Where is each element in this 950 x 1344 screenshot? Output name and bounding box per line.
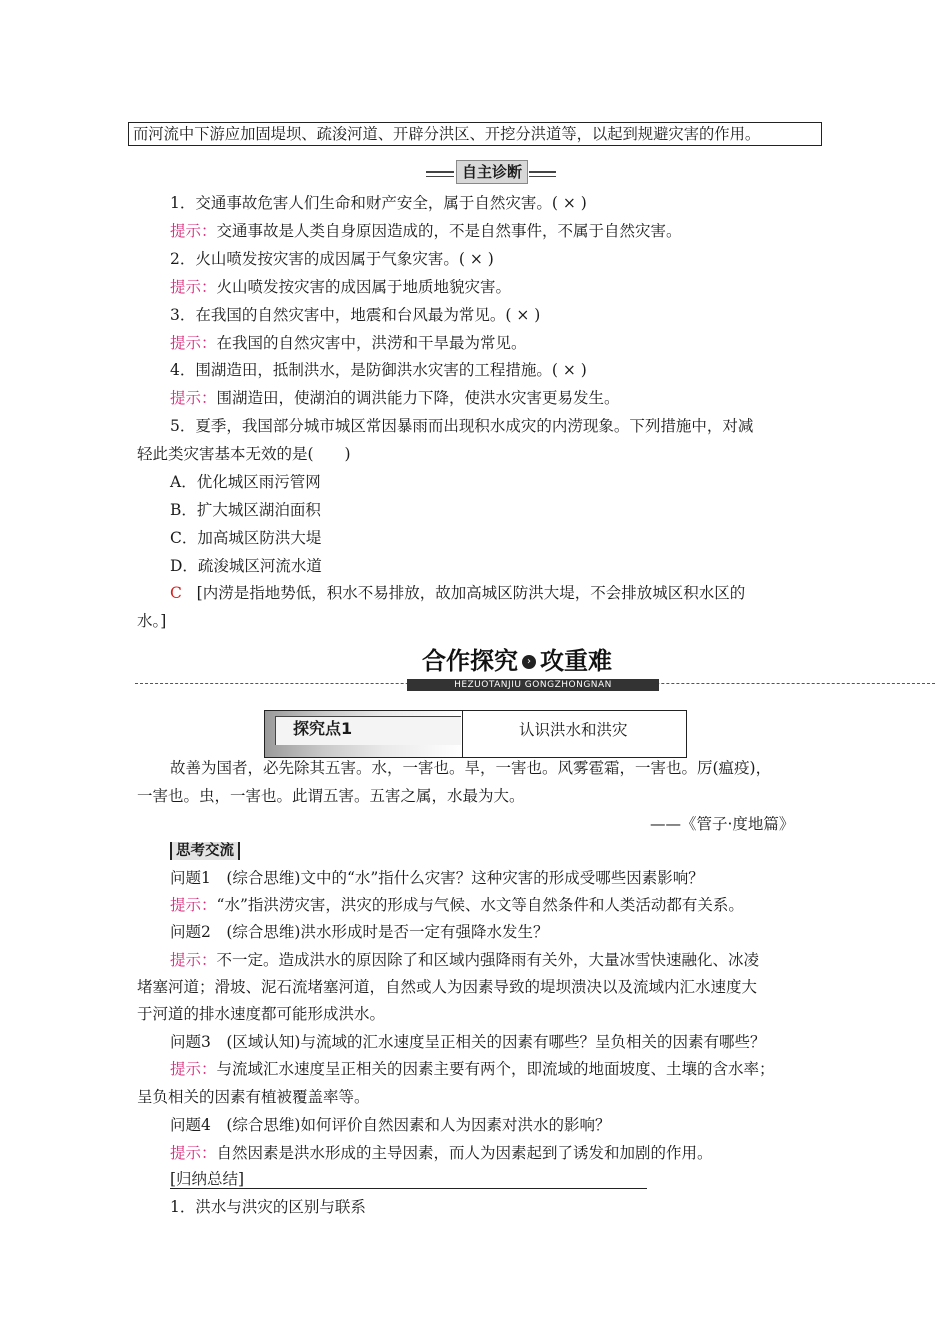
discussion-hint-4 [170, 1143, 713, 1163]
self-check-title: 自主诊断 [456, 160, 528, 184]
hint-label: 提示： [170, 951, 217, 969]
hint-text: 围湖造田，使湖泊的调洪能力下降，使洪水灾害更易发生。 [216, 389, 620, 407]
discussion-q2: 问题2 (综合思维)洪水形成时是否一定有强降水发生？ [170, 923, 549, 941]
q5-answer-line [170, 583, 745, 603]
answer-letter: C [170, 584, 182, 602]
hint-label: 提示： [170, 278, 217, 296]
quote-line2: 一害也。虫，一害也。此谓五害。五害之属，水最为大。 [137, 787, 525, 805]
topic-title: 认识洪水和洪灾 [519, 721, 628, 739]
topic-box [264, 710, 687, 758]
hint-label: 提示： [170, 334, 217, 352]
hint-text: 与流域汇水速度呈正相关的因素主要有两个，即流域的地面坡度、土壤的含水率； [216, 1060, 775, 1078]
topic-divider [462, 711, 463, 757]
hint-text: 交通事故是人类自身原因造成的，不是自然事件，不属于自然灾害。 [216, 222, 682, 240]
hint-label: 提示： [170, 1144, 217, 1162]
topic-label: 探究点1 [293, 719, 353, 738]
discussion-hint-2-line2: 堵塞河道；滑坡、泥石流堵塞河道，自然或人为因素导致的堤坝溃决以及流域内汇水速度大 [137, 978, 758, 996]
hint-text: 不一定。造成洪水的原因除了和区域内强降雨有关外，大量冰雪快速融化、冰凌 [216, 951, 760, 969]
discussion-q3: 问题3 (区域认知)与流域的汇水速度呈正相关的因素有哪些？呈负相关的因素有哪些？ [170, 1033, 766, 1051]
discussion-q1: 问题1 (综合思维)文中的“水”指什么灾害？这种灾害的形成受哪些因素影响？ [170, 869, 704, 887]
hint-text: “水”指洪涝灾害，洪灾的形成与气候、水文等自然条件和人类活动都有关系。 [216, 896, 744, 914]
hint-2 [170, 277, 511, 297]
answer-explain: [内涝是指地势低，积水不易排放，故加高城区防洪大堤，不会排放城区积水区的 [196, 584, 746, 602]
hint-1 [170, 221, 682, 241]
discussion-hint-2 [170, 950, 759, 970]
top-box [128, 122, 822, 146]
banner-title-right: 攻重难 [540, 647, 612, 675]
hint-label: 提示： [170, 389, 217, 407]
question-5-line1: 5．夏季，我国部分城市城区常因暴雨而出现积水成灾的内涝现象。下列措施中，对减 [170, 417, 754, 435]
hint-label: 提示： [170, 1060, 217, 1078]
option-a: A．优化城区雨污管网 [170, 473, 321, 491]
self-check-heading [426, 160, 556, 184]
discussion-hint-3-line2: 呈负相关的因素有植被覆盖率等。 [137, 1088, 370, 1106]
summary-item-1: 1．洪水与洪灾的区别与联系 [170, 1198, 366, 1216]
discussion-hint-3 [170, 1059, 775, 1079]
top-box-text: 而河流中下游应加固堤坝、疏浚河道、开辟分洪区、开挖分洪道等，以起到规避灾害的作用。 [133, 125, 761, 143]
quote-line1: 故善为国者，必先除其五害。水，一害也。旱，一害也。风雾雹霜，一害也。厉(瘟疫)， [170, 759, 772, 777]
hint-text: 在我国的自然灾害中，洪涝和干旱最为常见。 [216, 334, 527, 352]
question-1: 1．交通事故危害人们生命和财产安全，属于自然灾害。( × ) [170, 194, 587, 212]
discussion-hint-2-line3: 于河道的排水速度都可能形成洪水。 [137, 1005, 386, 1023]
hint-3 [170, 333, 527, 353]
option-c: C．加高城区防洪大堤 [170, 529, 322, 547]
quote-source: ——《管子·度地篇》 [650, 815, 795, 833]
banner-title-left: 合作探究 [422, 647, 518, 675]
hint-text: 自然因素是洪水形成的主导因素，而人为因素起到了诱发和加剧的作用。 [216, 1144, 713, 1162]
question-4: 4．围湖造田，抵制洪水，是防御洪水灾害的工程措施。( × ) [170, 361, 587, 379]
question-3: 3．在我国的自然灾害中，地震和台风最为常见。( × ) [170, 306, 541, 324]
question-2: 2．火山喷发按灾害的成因属于气象灾害。( × ) [170, 250, 494, 268]
option-d: D．疏浚城区河流水道 [170, 557, 322, 575]
question-5-line2: 轻此类灾害基本无效的是( ) [137, 445, 351, 463]
hint-4 [170, 388, 620, 408]
hint-text: 火山喷发按灾害的成因属于地质地貌灾害。 [216, 278, 512, 296]
hint-label: 提示： [170, 896, 217, 914]
discussion-hint-1 [170, 895, 744, 915]
hint-label: 提示： [170, 222, 217, 240]
banner-arrow-icon: › [522, 655, 536, 669]
summary-label: [归纳总结] [170, 1170, 245, 1188]
think-label: 思考交流 [170, 842, 240, 860]
q5-answer-line2: 水。] [137, 612, 167, 630]
summary-rule [170, 1188, 647, 1189]
discussion-q4: 问题4 (综合思维)如何评价自然因素和人为因素对洪水的影响？ [170, 1116, 611, 1134]
banner-pinyin: HEZUOTANJIU GONGZHONGNAN [407, 679, 659, 691]
section-banner [135, 646, 935, 696]
option-b: B．扩大城区湖泊面积 [170, 501, 321, 519]
